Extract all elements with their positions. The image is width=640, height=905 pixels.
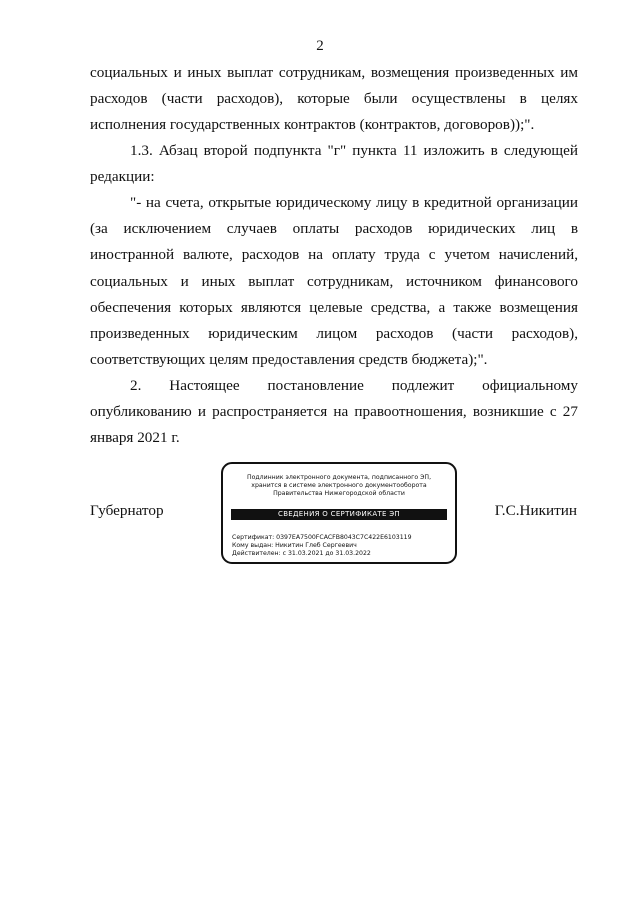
stamp-header-line: Правительства Нижегородской области — [273, 490, 405, 497]
page-number: 2 — [316, 38, 324, 54]
paragraph-continuation: социальных и иных выплат сотрудникам, возмещения произведенных им расходов (части расходов), которые были осуществлены в целях исполнения государственных контрактов (контрактов, договоров));". — [90, 64, 578, 134]
stamp-header-line: Подлинник электронного документа, подписанного ЭП, — [246, 474, 432, 481]
stamp-certificate-number: Сертификат: 0397EA7500FCACFB8043C7C422E6103119 — [232, 534, 412, 541]
electronic-signature-stamp — [221, 462, 457, 564]
stamp-title-bar: СВЕДЕНИЯ О СЕРТИФИКАТЕ ЭП — [231, 509, 447, 520]
paragraph-item-1-3: 1.3. Абзац второй подпункта "г" пункта 11 изложить в следующей редакции: — [90, 142, 578, 186]
signature-position: Губернатор — [90, 502, 164, 519]
stamp-validity: Действителен: с 31.03.2021 до 31.03.2022 — [232, 550, 371, 557]
stamp-issued-to: Кому выдан: Никитин Глеб Сергеевич — [232, 542, 357, 549]
paragraph-item-2: 2. Настоящее постановление подлежит официальному опубликованию и распространяется на правоотношения, возникшие с 27 января 2021 г. — [90, 377, 578, 447]
signature-name: Г.С.Никитин — [494, 502, 577, 519]
stamp-header — [223, 474, 455, 498]
stamp-certificate-info — [232, 534, 412, 558]
stamp-header-line: хранится в системе электронного документооборота — [251, 482, 427, 489]
paragraph-quoted-text: "- на счета, открытые юридическому лицу в кредитной организации (за исключением случаев оплаты расходов юридических лиц в иностранной валюте, расходов на оплату труда с учетом начислений, социальных и иных выплат сотрудникам, источником финансового обеспечения которых являются целевые средства, а также возмещения произведенных юридическим лицом расходов (части расходов), соответствующих целям предоставления средств бюджета);". — [90, 194, 578, 369]
